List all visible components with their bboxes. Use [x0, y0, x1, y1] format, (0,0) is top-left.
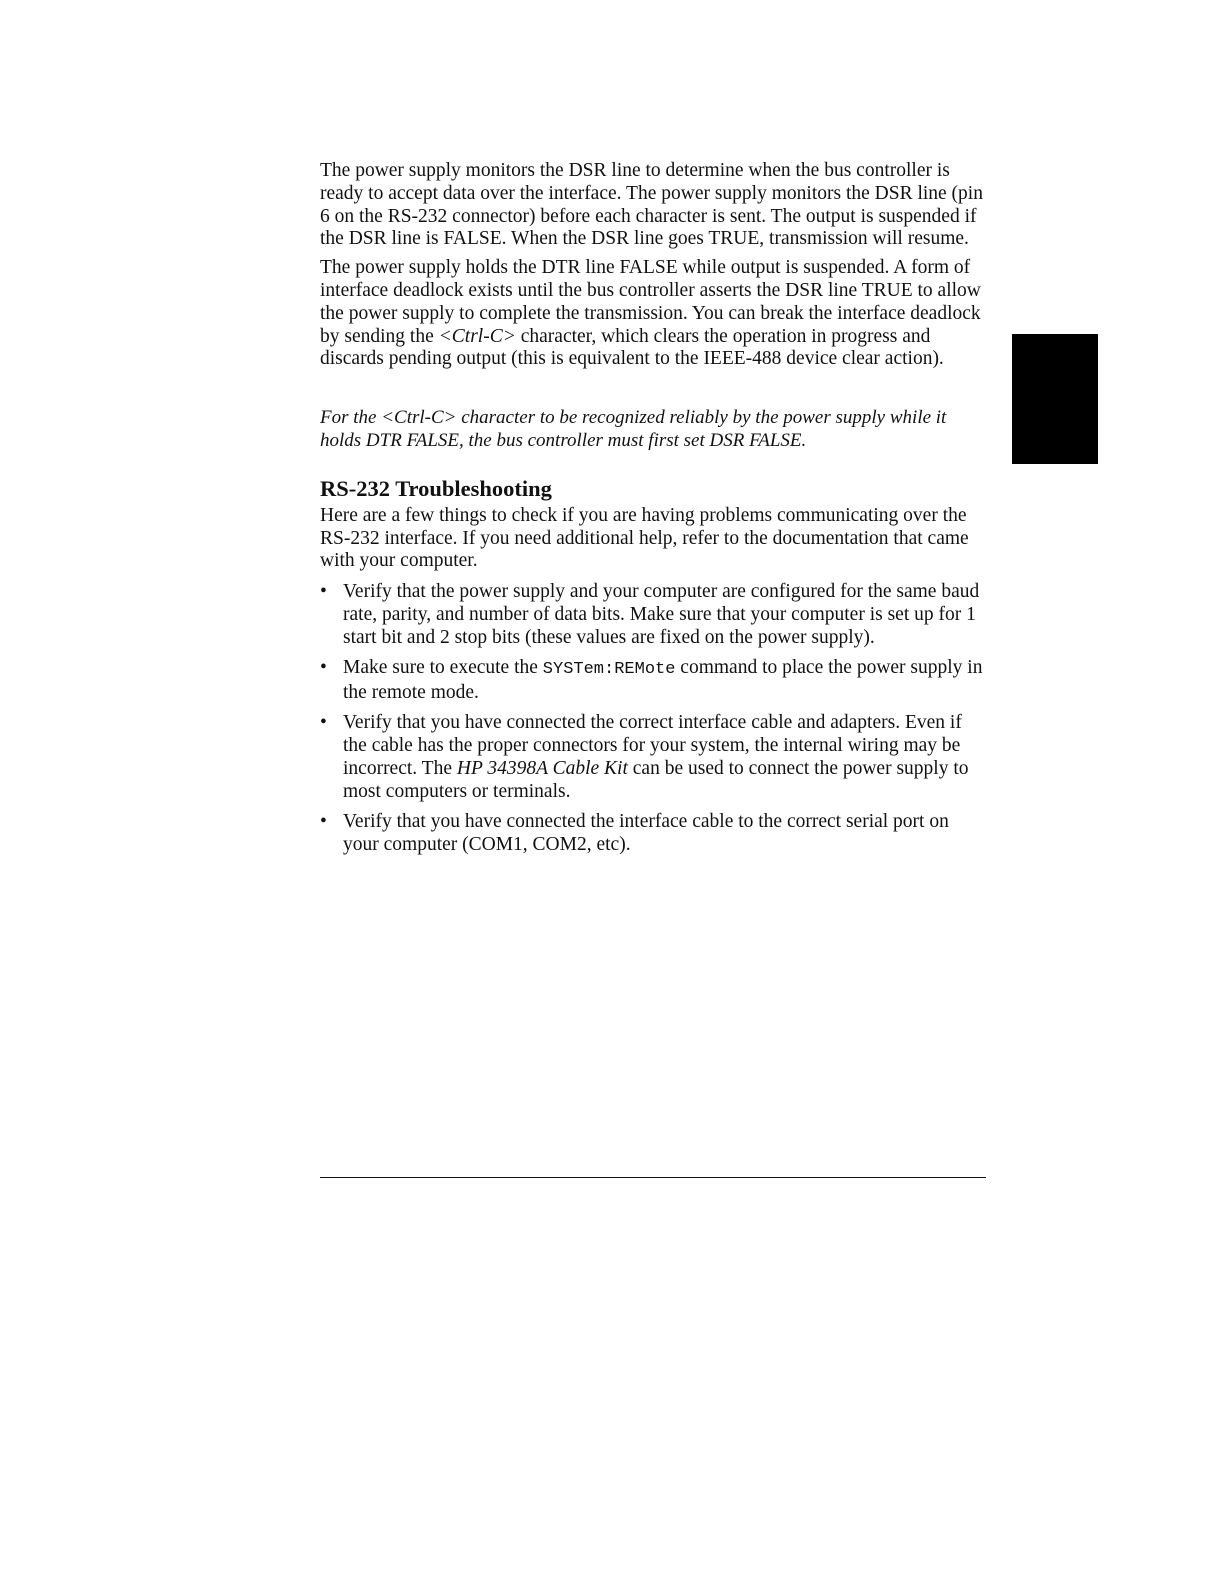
ctrl-c-key-reference: <Ctrl-C>	[438, 325, 516, 347]
list-item-text: Verify that the power supply and your computer are configured for the same baud rate, parity, and number of data bits. Make sure that your computer is set up for 1 start bit and 2 stop bits (these values are fixed on the power supply).	[343, 581, 980, 648]
paragraph-dtr-text-after: character, which clears the operation in progress and discards pending output (this is equivalent to the IEEE-488 device clear action).	[320, 325, 944, 370]
command-code: SYSTem:REMote	[542, 660, 676, 680]
cable-kit-title: HP 34398A Cable Kit	[456, 757, 628, 779]
bullet-icon: •	[320, 712, 327, 734]
paragraph-dsr-monitoring: The power supply monitors the DSR line to determine when the bus controller is ready to accept data over the interface. The power supply monitors the DSR line (pin 6 on the RS-232 connector) before each character is sent. The output is suspended if the DSR line is FALSE. When the DSR line goes TRUE, transmission will resume.	[320, 160, 983, 250]
page-content	[320, 160, 984, 864]
list-item-text-before: Verify that you have connected the correct interface cable and adapters. Even if the cable has the proper connectors for your system, the internal wiring may be incorrect. The	[343, 712, 962, 779]
section-intro: Here are a few things to check if you are having problems communicating over the RS-232 interface. If you need additional help, refer to the documentation that came with your computer.	[320, 504, 969, 572]
list-item-text-after: command to place the power supply in the remote mode.	[343, 657, 983, 703]
chapter-tab-marker	[1012, 334, 1098, 464]
bullet-icon: •	[320, 581, 327, 603]
list-item	[320, 811, 984, 857]
bullet-icon: •	[320, 657, 327, 679]
paragraph-dtr-text-before: The power supply holds the DTR line FALSE while output is suspended. A form of interface deadlock exists until the bus controller asserts the DSR line TRUE to allow the power supply to complete the transmission. You can break the interface deadlock by sending the	[320, 257, 981, 347]
list-item	[320, 657, 984, 705]
paragraph-dtr-deadlock	[320, 257, 984, 371]
footer-divider	[320, 1177, 986, 1178]
bullet-icon: •	[320, 811, 327, 833]
list-item-text-before: Make sure to execute the	[343, 657, 543, 679]
list-item	[320, 581, 984, 649]
section-heading: RS-232 Troubleshooting	[320, 475, 552, 501]
list-item	[320, 712, 984, 803]
list-item-text: Verify that you have connected the interface cable to the correct serial port on your computer (COM1, COM2, etc).	[343, 811, 949, 855]
note-text: For the <Ctrl-C> character to be recognized reliably by the power supply while it holds DTR FALSE, the bus controller must first set DSR FALSE.	[320, 407, 947, 451]
troubleshooting-list	[320, 581, 984, 857]
list-item-text-after: can be used to connect the power supply to most computers or terminals.	[343, 757, 969, 802]
